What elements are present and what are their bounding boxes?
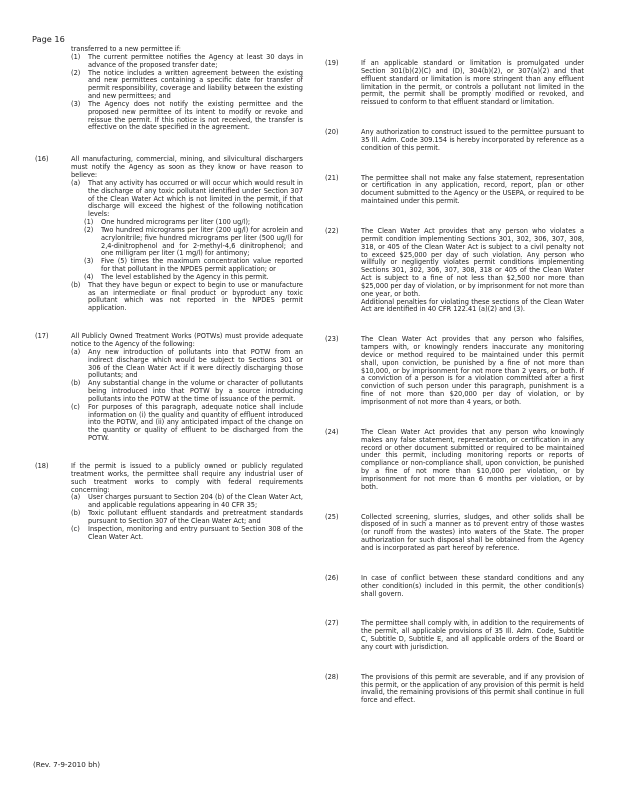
sub-text: That any activity has occurred or will occur which would result in the discharge of any toxic pollutant identified under Section 307 of the Clean Water Act which is not limited in the permit, if that discharge will exceed the highest of the following notification levels:: [88, 178, 303, 219]
condition-17-c: [71, 404, 303, 443]
sub-text: The level established by the Agency in this permit.: [101, 272, 269, 281]
transfer-condition-1: [71, 54, 303, 70]
condition-text: If an applicable standard or limitation is promulgated under Section 301(b)(2)(C) and (D), 304(b)(2), or 307(a)(2) and that effluent standard or limitation is more stringent than any effluent limitation in the permit, or controls a pollutant not limited in the permit, the permit shall be promptly modified or revoked, and reissued to conform to that effluent standard or limitation.: [361, 59, 584, 107]
sub-label: (b): [71, 379, 81, 388]
sub-label: (3): [71, 99, 81, 108]
notification-level-3: [71, 258, 303, 274]
condition-text: All Publicly Owned Treatment Works (POTWs) must provide adequate notice to the Agency of the following:: [71, 332, 303, 348]
condition-24: [325, 429, 584, 492]
condition-17: [35, 333, 303, 443]
condition-22-additional: Additional penalties for violating these sections of the Clean Water Act are identified in 40 CFR 122.41 (a)(2) and (3).: [361, 297, 584, 314]
transfer-condition-2: [71, 70, 303, 101]
condition-number: (24): [325, 427, 339, 436]
condition-17-a: [71, 349, 303, 380]
sub-label: (a): [71, 493, 81, 502]
condition-number: (23): [325, 335, 339, 344]
sub-label: (b): [71, 280, 81, 289]
condition-text: All manufacturing, commercial, mining, and silvicultural dischargers must notify the Agency as soon as they know or have reason to believe:: [71, 155, 303, 179]
transfer-intro: transferred to a new permittee if:: [71, 45, 182, 53]
condition-23: [325, 336, 584, 407]
condition-17-b: [71, 380, 303, 404]
sub-label: (4): [84, 272, 94, 281]
sub-label: (b): [71, 509, 81, 518]
sub-label: (1): [84, 218, 94, 227]
sub-text: Toxic pollutant effluent standards and pretreatment standards pursuant to Section 307 of the Clean Water Act; and: [88, 509, 303, 525]
condition-text: The Clean Water Act provides that any person who knowingly makes any false statement, representation, or certification in any record or other document submitted or required to be maintained under this permit, including monitoring reports or reports of compliance or non-compliance shall, upon conviction, be punished by a fine of not more than $10,000 per violation, or by imprisonment for not more than 6 months per violation, or by both.: [361, 427, 584, 491]
condition-text: Any authorization to construct issued to the permittee pursuant to 35 Ill. Adm. Code 309.154 is hereby incorporated by reference as a condition of this permit.: [361, 128, 584, 152]
sub-text: Any new introduction of pollutants into that POTW from an indirect discharge which would be subject to Sections 301 or 306 of the Clean Water Act if it were directly discharging those pollutants; and: [88, 347, 303, 380]
condition-number: (19): [325, 59, 339, 67]
condition-16: [35, 156, 303, 313]
condition-number: (26): [325, 573, 339, 582]
condition-number: (25): [325, 512, 339, 521]
revision-footer: (Rev. 7-9-2010 bh): [33, 760, 100, 769]
condition-18-b: [71, 510, 303, 526]
condition-18-a: [71, 494, 303, 510]
sub-text: The Agency does not notify the existing permittee and the proposed new permittee of its intent to modify or revoke and reissue the permit. If this notice is not received, the transfer is effective on the date specified in the agreement.: [88, 99, 303, 132]
sub-text: The notice includes a written agreement between the existing and new permittees containing a specific date for transfer of permit responsibility, coverage and liability between the existing and new permittees; and: [88, 68, 303, 101]
condition-number: (27): [325, 619, 339, 628]
right-column: [325, 60, 584, 705]
sub-text: Two hundred micrograms per liter (200 ug/l) for acrolein and acrylonitrile; five hundred micrograms per liter (500 ug/l) for 2,4-dinitrophenol and for 2-methyl-4,6 dinitrophenol; and one milligram per liter (1 mg/l) for antimony;: [101, 225, 303, 258]
condition-27: [325, 620, 584, 651]
condition-18: [35, 463, 303, 541]
page-header: Page 16: [32, 34, 65, 44]
condition-text: The Clean Water Act provides that any person who violates a permit condition implementing Sections 301, 302, 306, 307, 308, 318, or 405 of the Clean Water Act is subject to a civil penalty not to exceed $25,000 per day of such violation. Any person who willfully or negligently violates permit conditions implementing Sections 301, 302, 306, 307, 308, 318 or 405 of the Clean Water Act is subject to a fine of not less than $2,500 nor more than $25,000 per day of violation, or by imprisonment for not more than one year, or both.: [361, 226, 584, 298]
condition-number: (21): [325, 173, 339, 182]
sub-label: (2): [71, 68, 81, 77]
condition-16-a: [71, 180, 303, 219]
condition-28: [325, 674, 584, 705]
condition-text: The Clean Water Act provides that any person who falsifies, tampers with, or knowingly renders inaccurate any monitoring device or method required to be maintained under this permit shall, upon conviction, be punished by a fine of not more than $10,000, or by imprisonment for not more than 2 years, or both. If a conviction of a person is for a violation committed after a first conviction of such person under this paragraph, punishment is a fine of not more than $20,000 per day of violation, or by imprisonment of not more than 4 years, or both.: [361, 335, 584, 406]
condition-text: The permittee shall not make any false statement, representation or certification in any application, record, report, plan or other document submitted to the Agency or the USEPA, or required to be maintained under this permit.: [361, 173, 584, 206]
condition-number: (22): [325, 226, 339, 235]
condition-22: [325, 228, 584, 314]
sub-text: The current permittee notifies the Agency at least 30 days in advance of the proposed transfer date;: [88, 52, 303, 69]
condition-16-b: [71, 282, 303, 313]
sub-text: One hundred micrograms per liter (100 ug/l);: [101, 218, 251, 227]
sub-text: Any substantial change in the volume or character of pollutants being introduced into that POTW by a source introducing pollutants into the POTW at the time of issuance of the permit.: [88, 379, 303, 403]
sub-label: (2): [84, 225, 94, 234]
sub-label: (c): [71, 524, 80, 533]
sub-text: User charges pursuant to Section 204 (b) of the Clean Water Act, and applicable regulations appearing in 40 CFR 35;: [88, 493, 303, 510]
condition-number: (17): [35, 332, 49, 341]
condition-26: [325, 575, 584, 599]
condition-number: (16): [35, 155, 49, 164]
condition-text: In case of conflict between these standard conditions and any other condition(s) included in this permit, the other condition(s) shall govern.: [361, 573, 584, 598]
transfer-continuation: [35, 46, 303, 132]
condition-25: [325, 514, 584, 553]
condition-19: [325, 60, 584, 107]
condition-number: (20): [325, 128, 339, 137]
transfer-condition-3: [71, 101, 303, 132]
condition-18-c: [71, 526, 303, 542]
condition-text: The provisions of this permit are severable, and if any provision of this permit, or the application of any provision of this permit is held invalid, the remaining provisions of this permit shall continue in full force and effect.: [361, 672, 584, 705]
condition-number: (18): [35, 461, 49, 470]
condition-20: [325, 129, 584, 153]
condition-number: (28): [325, 672, 339, 681]
sub-label: (a): [71, 347, 81, 356]
sub-text: For purposes of this paragraph, adequate notice shall include information on (i) the quality and quantity of effluent introduced into the POTW, and (ii) any anticipated impact of the change on the quantity or quality of effluent to be discharged from the POTW.: [88, 402, 303, 443]
sub-label: (c): [71, 402, 80, 411]
sub-text: Inspection, monitoring and entry pursuant to Section 308 of the Clean Water Act.: [88, 524, 303, 541]
condition-text: If the permit is issued to a publicly owned or publicly regulated treatment works, the permittee shall require any industrial user of such treatment works to comply with federal requirements concerning:: [71, 461, 303, 494]
sub-label: (1): [71, 52, 81, 61]
sub-label: (a): [71, 178, 81, 187]
notification-level-2: [71, 227, 303, 258]
sub-text: That they have begun or expect to begin to use or manufacture as an intermediate or final product or byproduct any toxic pollutant which was not reported in the NPDES permit application.: [88, 280, 303, 313]
sub-label: (3): [84, 257, 94, 266]
condition-21: [325, 175, 584, 206]
condition-text: The permittee shall comply with, in addition to the requirements of the permit, all applicable provisions of 35 Ill. Adm. Code, Subtitle C, Subtitle D, Subtitle E, and all applicable orders of the Board or any court with jurisdiction.: [361, 619, 584, 651]
sub-text: Five (5) times the maximum concentration value reported for that pollutant in the NPDES permit application; or: [101, 257, 303, 274]
left-column: [35, 46, 303, 541]
condition-text: Collected screening, slurries, sludges, and other solids shall be disposed of in such a manner as to prevent entry of those wastes (or runoff from the wastes) into waters of the State. The proper authorization for such disposal shall be obtained from the Agency and is incorporated as part hereof by reference.: [361, 512, 584, 552]
